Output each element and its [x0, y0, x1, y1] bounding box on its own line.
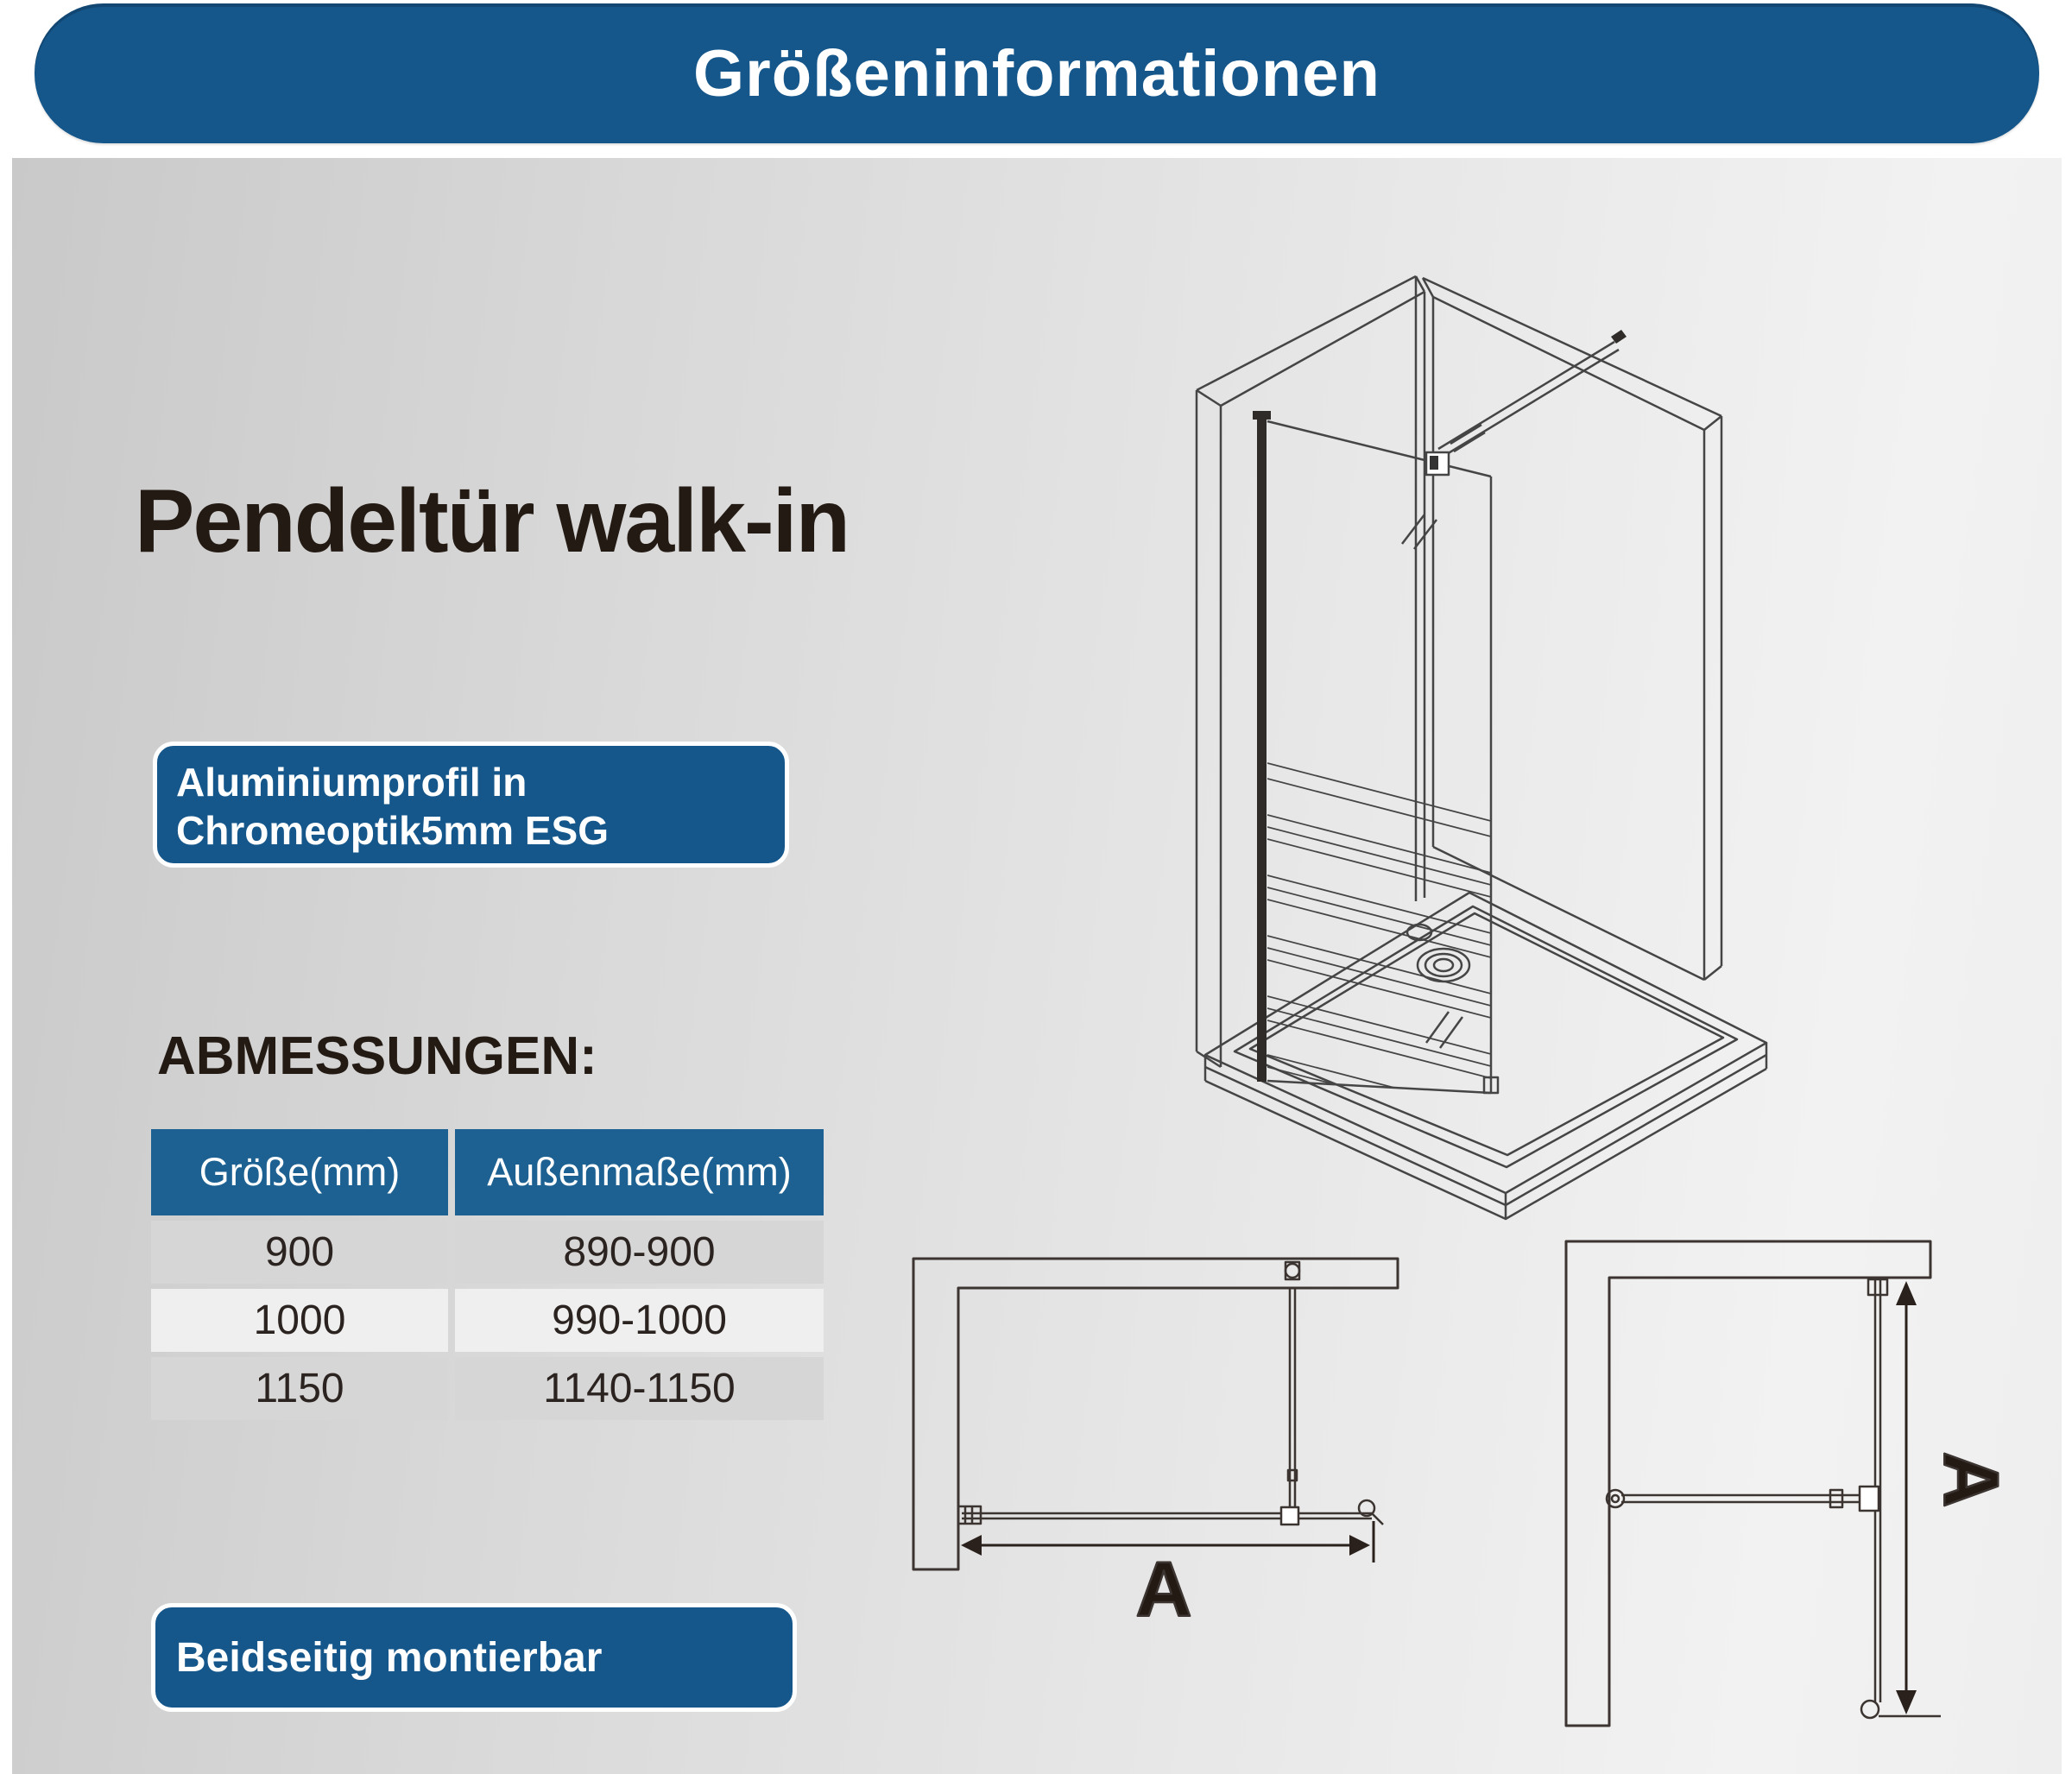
size-table-row1-outer: 890-900: [455, 1221, 824, 1284]
plan1-support-bar: [1281, 1262, 1299, 1525]
plan2-door-pivot: [1861, 1701, 1879, 1718]
iso-support-bar: [1426, 330, 1627, 475]
glass-symbol-icon: [1402, 515, 1437, 549]
iso-right-wall: [1423, 278, 1721, 980]
size-table-row2-outer: 990-1000: [455, 1289, 824, 1352]
iso-shower-drawing: [1197, 276, 1766, 1219]
size-table-row3-outer: 1140-1150: [455, 1357, 824, 1420]
size-table-header-size: Größe(mm): [151, 1129, 448, 1215]
plan1-glass: [958, 1500, 1383, 1525]
size-table-row1-size: 900: [151, 1221, 448, 1284]
feature-badge-profile-line1: Aluminiumprofil in: [176, 760, 527, 805]
feature-badge-profile-line2: Chromeoptik5mm ESG: [176, 808, 609, 853]
dimensions-heading: ABMESSUNGEN:: [157, 1026, 597, 1086]
feature-badge-mounting-label: Beidseitig montierbar: [176, 1634, 603, 1681]
iso-left-wall: [1197, 276, 1424, 1067]
plan1-wall: [913, 1259, 1398, 1569]
plan-view-width: [913, 1259, 1398, 1633]
plan2-dimension-label: A: [1927, 1451, 2013, 1508]
plan2-support-bar: [1607, 1487, 1879, 1511]
size-table-row3-size: 1150: [151, 1357, 448, 1420]
banner-title: Größeninformationen: [693, 36, 1380, 110]
plan2-dimension: [1896, 1281, 1917, 1714]
product-title: Pendeltür walk-in: [135, 471, 850, 571]
size-table-header-outer: Außenmaße(mm): [455, 1129, 824, 1215]
plan-view-depth: [1566, 1241, 2013, 1726]
size-table-row2-size: 1000: [151, 1289, 448, 1352]
plan1-dimension-label: A: [1135, 1547, 1192, 1633]
glass-wall-profile: [1257, 416, 1267, 1082]
